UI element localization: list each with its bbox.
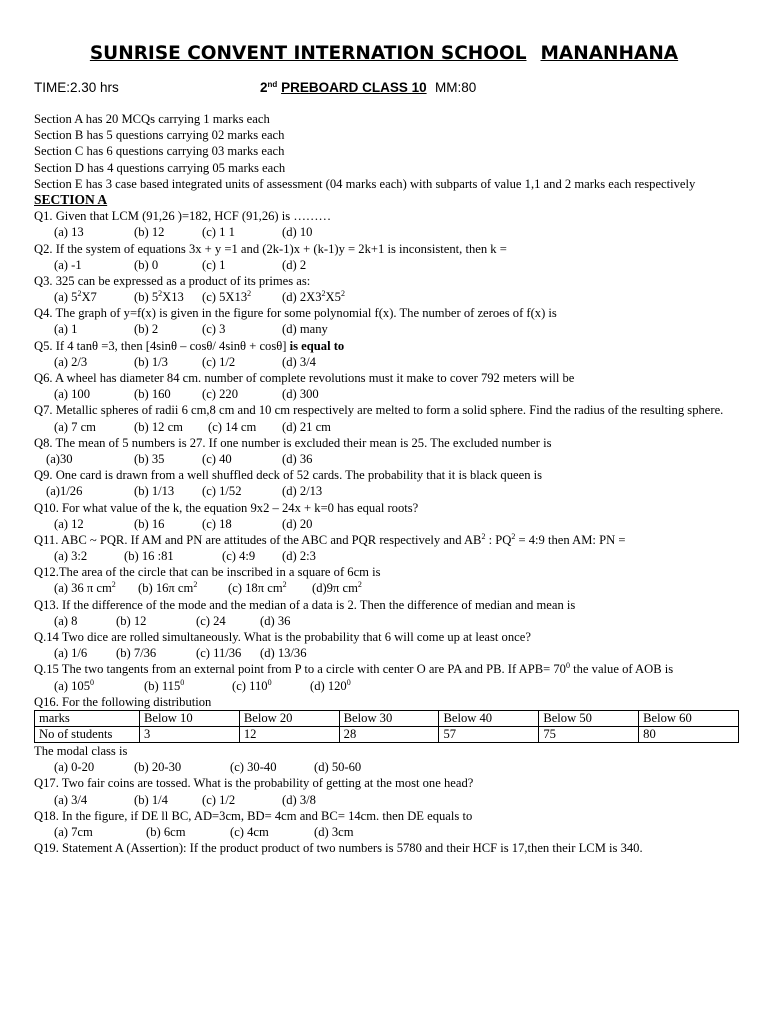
- option-a: (a)1/26: [46, 484, 83, 499]
- distribution-table: [34, 710, 739, 743]
- table-cell: Below 10: [140, 710, 240, 726]
- option-b: (b) 1/3: [134, 354, 168, 369]
- question-3-options: [34, 289, 739, 305]
- question-3: Q3. 325 can be expressed as a product of its primes as:: [34, 273, 311, 288]
- option-b: (b) 7/36: [116, 646, 157, 661]
- option-d: (d)9π $cm^2$: [312, 580, 362, 596]
- option-c: (c) 18: [202, 516, 232, 531]
- option-b: (b) 12: [116, 613, 147, 628]
- option-d: (d) 2:3: [282, 549, 316, 564]
- option-d: (d) many: [282, 322, 328, 337]
- school-location: MANANHANA: [540, 43, 679, 64]
- question-16: Q16. For the following distribution: [34, 694, 212, 709]
- option-d: (d) 50-60: [314, 760, 362, 775]
- option-a: (a)30: [46, 451, 73, 466]
- question-2: Q2. If the system of equations 3x + y =1 and (2k-1)x + (k-1)y = 2k+1 is inconsistent, then k =: [34, 241, 507, 256]
- question-17-options: [34, 792, 739, 808]
- question-16-tail: The modal class is: [34, 743, 128, 758]
- table-cell: Below 50: [539, 710, 639, 726]
- question-14-options: [34, 645, 739, 661]
- section-a-heading: SECTION A: [34, 191, 108, 207]
- exam-name: 2nd PREBOARD CLASS 10: [260, 80, 427, 95]
- option-c: (c) 4cm: [230, 824, 269, 839]
- question-12-options: [34, 580, 739, 596]
- question-14: Q.14 Two dice are rolled simultaneously. What is the probability that 6 will come up at least once?: [34, 630, 531, 645]
- question-2-options: [34, 257, 739, 273]
- option-c: (c) 3: [202, 322, 226, 337]
- option-a: (a) 36 π $cm^2$: [54, 580, 116, 596]
- option-b: (b) 35: [134, 451, 165, 466]
- option-b: (b) 1/13: [134, 484, 175, 499]
- question-11-options: [34, 548, 739, 564]
- table-cell: 28: [339, 726, 439, 742]
- table-row: [35, 726, 739, 742]
- question-8-options: [34, 451, 739, 467]
- option-b: (b) 16: [134, 516, 165, 531]
- question-16-options: [34, 759, 739, 775]
- option-c: (c) 14 cm: [208, 419, 257, 434]
- option-a: (a) 1: [54, 322, 78, 337]
- option-a: (a) 13: [54, 225, 84, 240]
- max-marks: MM:80: [435, 80, 477, 95]
- option-b: (b) 1/4: [134, 792, 168, 807]
- option-d: (d) 3cm: [314, 824, 354, 839]
- instruction-line: Section C has 6 questions carrying 03 marks each: [34, 144, 285, 159]
- question-10: Q10. For what value of the k, the equation 9x2 – 24x + k=0 has equal roots?: [34, 500, 419, 515]
- question-15: Q.15 The two tangents from an external point from P to a circle with center O are PA and PB. If $APB= 70^0$ the value of AOB is: [34, 661, 674, 677]
- table-cell: 57: [439, 726, 539, 742]
- exam-time: TIME:2.30 hrs: [34, 80, 119, 95]
- option-d: (d) 36: [260, 613, 291, 628]
- question-9: Q9. One card is drawn from a well shuffled deck of 52 cards. The probability that it is black queen is: [34, 468, 543, 483]
- option-a: (a) $105^0$: [54, 677, 95, 693]
- instruction-line: Section D has 4 questions carrying 05 marks each: [34, 160, 286, 175]
- option-c: (c) $110^0$: [232, 677, 272, 693]
- table-cell: 12: [239, 726, 339, 742]
- question-12: Q12.The area of the circle that can be inscribed in a square of 6cm is: [34, 565, 381, 580]
- table-cell: marks: [35, 710, 140, 726]
- question-6: Q6. A wheel has diameter 84 cm. number of complete revolutions must it make to cover 792 meters will be: [34, 371, 575, 386]
- instruction-line: Section B has 5 questions carrying 02 marks each: [34, 128, 285, 143]
- exam-content: [34, 111, 739, 856]
- option-a: (a) 7 cm: [54, 419, 96, 434]
- question-15-options: [34, 678, 739, 694]
- option-b: (b) 20-30: [134, 760, 182, 775]
- option-c: (c) 1/52: [202, 484, 242, 499]
- option-d: (d) 300: [282, 387, 319, 402]
- question-13: Q13. If the difference of the mode and the median of a data is 2. Then the difference of median and mean is: [34, 597, 576, 612]
- option-c: (c) 30-40: [230, 760, 277, 775]
- table-cell: Below 20: [239, 710, 339, 726]
- option-b: (b) 2: [134, 322, 159, 337]
- option-d: (d) 3/8: [282, 792, 316, 807]
- question-18-options: [34, 824, 739, 840]
- question-8: Q8. The mean of 5 numbers is 27. If one number is excluded their mean is 25. The excluded number is: [34, 435, 552, 450]
- question-4: Q4. The graph of y=f(x) is given in the figure for some polynomial f(x). The number of zeroes of f(x) is: [34, 306, 557, 321]
- option-b: (b) 12: [134, 225, 165, 240]
- option-b: (b) 16 :81: [124, 549, 174, 564]
- option-a: (a) 100: [54, 387, 91, 402]
- option-a: (a) 3/4: [54, 792, 88, 807]
- table-cell: Below 60: [639, 710, 739, 726]
- option-b: (b) $115^0$: [144, 677, 185, 693]
- option-b: (b) 16π $cm^2$: [138, 580, 198, 596]
- instruction-line: Section E has 3 case based integrated units of assessment (04 marks each) with subparts of value 1,1 and 2 marks each respectively: [34, 176, 696, 191]
- table-cell: 75: [539, 726, 639, 742]
- table-cell: No of students: [35, 726, 140, 742]
- question-5-options: [34, 354, 739, 370]
- question-9-options: [34, 483, 739, 499]
- school-title: [0, 43, 768, 64]
- option-b: (b) 0: [134, 257, 159, 272]
- question-4-options: [34, 321, 739, 337]
- table-cell: Below 30: [339, 710, 439, 726]
- option-c: (c) 11/36: [196, 646, 242, 661]
- option-c: (c) 1: [202, 257, 226, 272]
- option-d: (d) 2: [282, 257, 307, 272]
- option-b: (b) 160: [134, 387, 171, 402]
- question-6-options: [34, 386, 739, 402]
- question-1-options: [34, 224, 739, 240]
- question-7: Q7. Metallic spheres of radii 6 cm,8 cm and 10 cm respectively are melted to form a solid sphere. Find the radius of the resulting sphere.: [34, 403, 724, 418]
- option-c: (c) 4:9: [222, 549, 256, 564]
- table-cell: 3: [140, 726, 240, 742]
- option-b: (b) $5^2X13$: [134, 289, 184, 305]
- option-d: (d) 21 cm: [282, 419, 331, 434]
- question-13-options: [34, 613, 739, 629]
- option-c: (c) 220: [202, 387, 239, 402]
- school-name: SUNRISE CONVENT INTERNATION SCHOOL: [89, 43, 527, 64]
- option-c: (c) $5X13^2$: [202, 289, 252, 305]
- option-d: (d) 20: [282, 516, 313, 531]
- table-cell: Below 40: [439, 710, 539, 726]
- option-b: (b) 6cm: [146, 824, 186, 839]
- option-d: (d) 36: [282, 451, 313, 466]
- option-a: (a) -1: [54, 257, 82, 272]
- option-a: (a) 0-20: [54, 760, 95, 775]
- question-10-options: [34, 516, 739, 532]
- option-d: (d) $120^0$: [310, 677, 351, 693]
- option-c: (c) 40: [202, 451, 232, 466]
- option-d: (d) 3/4: [282, 354, 316, 369]
- option-a: (a) $5^2X7$: [54, 289, 97, 305]
- question-11: Q11. ABC ~ PQR. If AM and PN are attitudes of the ABC and PQR respectively and $AB^2$ : $PQ^2$ = 4:9 then AM: PN =: [34, 531, 626, 547]
- question-7-options: [34, 419, 739, 435]
- option-a: (a) 8: [54, 613, 78, 628]
- option-c: (c) 1/2: [202, 792, 236, 807]
- option-c: (c) 24: [196, 613, 226, 628]
- option-a: (a) 12: [54, 516, 84, 531]
- question-17: Q17. Two fair coins are tossed. What is the probability of getting at the most one head?: [34, 776, 474, 791]
- question-1: Q1. Given that LCM (91,26 )=182, HCF (91,26) is ………: [34, 209, 332, 224]
- instruction-line: Section A has 20 MCQs carrying 1 marks each: [34, 112, 270, 126]
- option-d: (d) $2X3^2X5^2$: [282, 289, 345, 305]
- option-c: (c) 18π $cm^2$: [228, 580, 287, 596]
- option-c: (c) 1/2: [202, 354, 236, 369]
- option-a: (a) 7cm: [54, 824, 93, 839]
- question-5: Q5. If 4 tanθ =3, then [4sinθ – cosθ/ 4sinθ + cosθ] is equal to: [34, 338, 345, 353]
- question-18: Q18. In the figure, if DE ll BC, AD=3cm, BD= 4cm and BC= 14cm. then DE equals to: [34, 808, 473, 823]
- option-a: (a) 3:2: [54, 549, 88, 564]
- option-d: (d) 2/13: [282, 484, 323, 499]
- option-a: (a) 2/3: [54, 354, 88, 369]
- question-19: Q19. Statement A (Assertion): If the product product of two numbers is 5780 and their HCF is 17,then their LCM is 340.: [34, 841, 643, 856]
- option-b: (b) 12 cm: [134, 419, 183, 434]
- option-d: (d) 10: [282, 225, 313, 240]
- option-d: (d) 13/36: [260, 646, 307, 661]
- option-c: (c) 1 1: [202, 225, 235, 240]
- table-cell: 80: [639, 726, 739, 742]
- option-a: (a) 1/6: [54, 646, 88, 661]
- table-row: [35, 710, 739, 726]
